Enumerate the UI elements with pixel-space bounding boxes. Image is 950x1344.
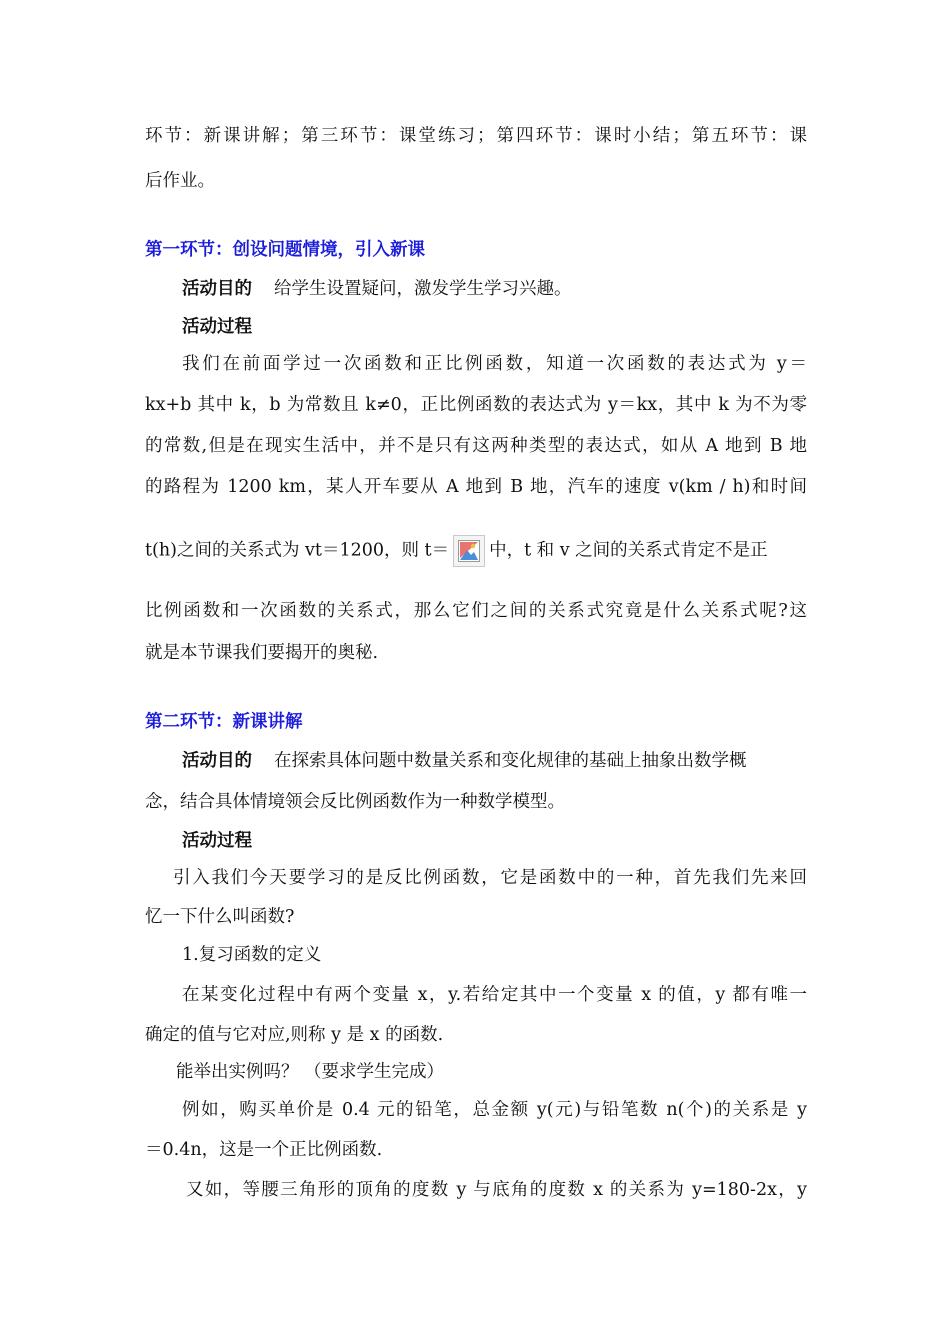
paragraph-line: 例如，购买单价是 0.4 元的铅笔，总金额 y(元)与铅笔数 n(个)的关系是 y: [182, 1100, 807, 1120]
paragraph-line: 比例函数和一次函数的关系式，那么它们之间的关系式究竟是什么关系式呢?这: [145, 601, 807, 621]
formula-image-icon: [453, 535, 485, 567]
activity-goal-label: 活动目的: [182, 279, 252, 299]
paragraph-line: kx+b 其中 k，b 为常数且 k≠0，正比例函数的表达式为 y＝kx，其中 k 为不为零: [145, 395, 807, 415]
section-heading-1: 第一环节：创设问题情境，引入新课: [145, 240, 425, 260]
paragraph-line: 我们在前面学过一次函数和正比例函数，知道一次函数的表达式为 y＝: [182, 354, 807, 374]
paragraph-line: 引入我们今天要学习的是反比例函数，它是函数中的一种，首先我们先来回: [173, 868, 807, 888]
list-item-heading: 1.复习函数的定义: [182, 945, 322, 965]
paragraph-line: 的路程为 1200 km，某人开车要从 A 地到 B 地，汽车的速度 v(km / h)和时间: [145, 477, 807, 497]
section-heading-2: 第二环节：新课讲解: [145, 712, 303, 732]
activity-process-label: 活动过程: [182, 831, 252, 851]
paragraph-line: 忆一下什么叫函数?: [145, 907, 295, 927]
paragraph-line: 念，结合具体情境领会反比例函数作为一种数学模型。: [145, 792, 565, 812]
activity-goal-text: 给学生设置疑问，激发学生学习兴趣。: [274, 279, 572, 299]
activity-goal-label: 活动目的: [182, 751, 252, 771]
paragraph-line: 后作业。: [145, 171, 215, 191]
activity-process-label: 活动过程: [182, 317, 252, 337]
paragraph-line: 就是本节课我们要揭开的奥秘.: [145, 643, 379, 663]
paragraph-line: 又如，等腰三角形的顶角的度数 y 与底角的度数 x 的关系为 y=180-2x，y: [186, 1180, 807, 1200]
paragraph-line-with-formula: [145, 535, 807, 567]
formula-text-before: t(h)之间的关系式为 vt＝1200，则 t＝: [145, 540, 450, 561]
paragraph-line: 的常数,但是在现实生活中，并不是只有这两种类型的表达式，如从 A 地到 B 地: [145, 436, 807, 456]
paragraph-line: 确定的值与它对应,则称 y 是 x 的函数.: [145, 1025, 444, 1045]
activity-goal-line: [182, 277, 572, 301]
formula-text-after: 中，t 和 v 之间的关系式肯定不是正: [489, 540, 768, 561]
paragraph-line: ＝0.4n，这是一个正比例函数.: [145, 1140, 383, 1160]
paragraph-line: 在某变化过程中有两个变量 x，y.若给定其中一个变量 x 的值，y 都有唯一: [182, 985, 807, 1005]
paragraph-line: 环节：新课讲解；第三环节：课堂练习；第四环节：课时小结；第五环节：课: [145, 126, 807, 146]
paragraph-line: 能举出实例吗？ （要求学生完成）: [176, 1062, 445, 1082]
activity-goal-text: 在探索具体问题中数量关系和变化规律的基础上抽象出数学概: [274, 751, 747, 771]
activity-goal-line: [182, 749, 807, 773]
